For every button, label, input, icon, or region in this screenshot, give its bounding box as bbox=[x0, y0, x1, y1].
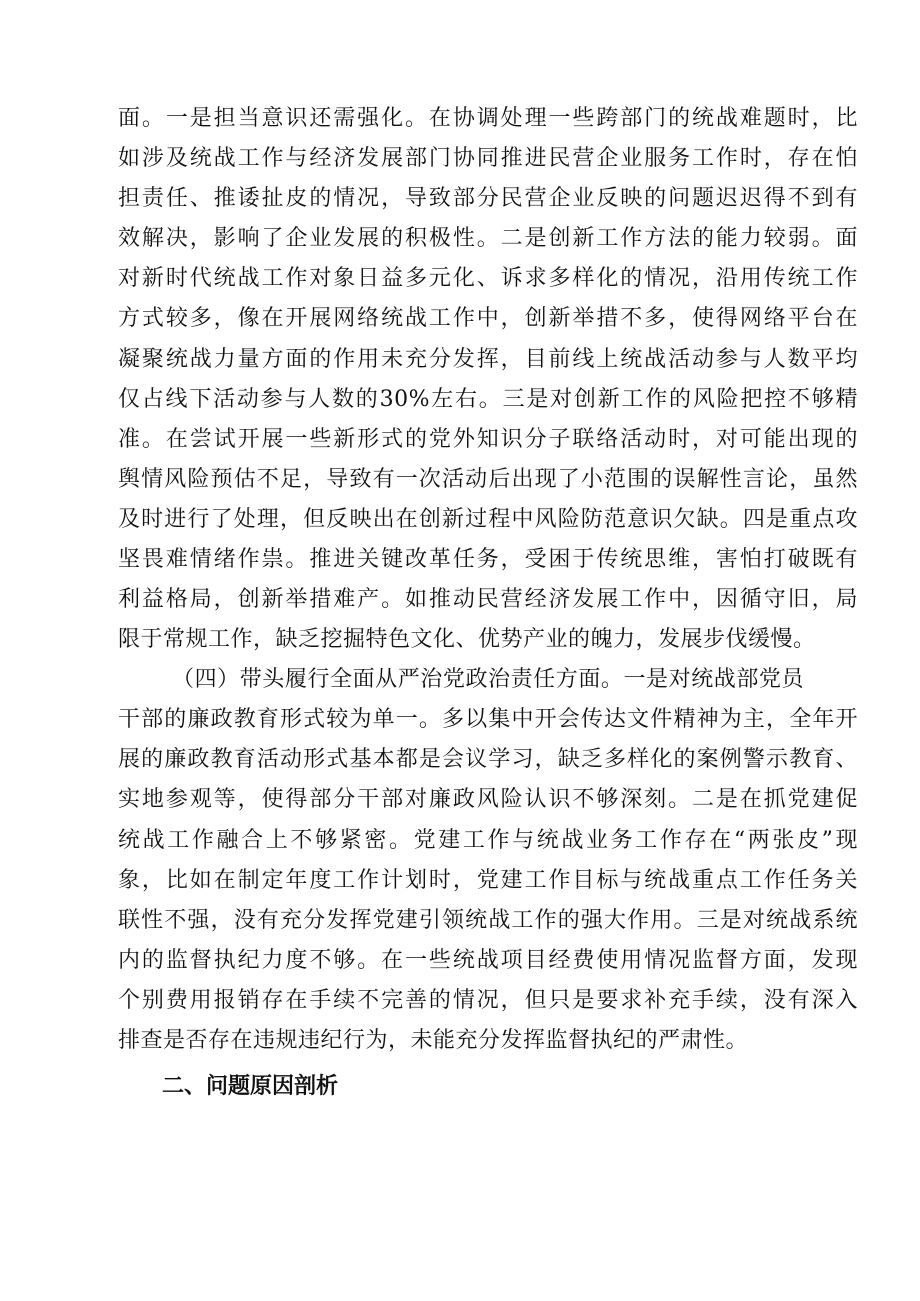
paragraph-first-line: （四）带头履行全面从严治党政治责任方面。一是对统战部党员 bbox=[172, 667, 804, 692]
text-line: 方式较多，像在开展网络统战工作中，创新举措不多，使得网络平台在 bbox=[118, 306, 858, 331]
text-line: 对新时代统战工作对象日益多元化、诉求多样化的情况，沿用传统工作 bbox=[118, 266, 858, 291]
text-line: 个别费用报销存在手续不完善的情况，但只是要求补充手续，没有深入 bbox=[118, 988, 858, 1013]
text-line: 如涉及统战工作与经济发展部门协同推进民营企业服务工作时，存在怕 bbox=[118, 146, 858, 171]
text-line: 及时进行了处理，但反映出在创新过程中风险防范意识欠缺。四是重点攻 bbox=[118, 507, 858, 532]
text-line: 联性不强，没有充分发挥党建引领统战工作的强大作用。三是对统战系统 bbox=[118, 908, 858, 933]
text-line: 凝聚统战力量方面的作用未充分发挥，目前线上统战活动参与人数平均 bbox=[118, 347, 858, 372]
text-line: 统战工作融合上不够紧密。党建工作与统战业务工作存在“两张皮”现 bbox=[118, 828, 858, 853]
text-line: 实地参观等，使得部分干部对廉政风险认识不够深刻。二是在抓党建促 bbox=[118, 787, 858, 812]
text-line: 利益格局，创新举措难产。如推动民营经济发展工作中，因循守旧，局 bbox=[118, 587, 858, 612]
text-line: 担责任、推诿扯皮的情况，导致部分民营企业反映的问题迟迟得不到有 bbox=[118, 186, 858, 211]
text-line: 展的廉政教育活动形式基本都是会议学习，缺乏多样化的案例警示教育、 bbox=[118, 747, 858, 772]
text-line: 仅占线下活动参与人数的30%左右。三是对创新工作的风险把控不够精 bbox=[118, 387, 858, 412]
section-heading: 二、问题原因剖析 bbox=[162, 1074, 339, 1099]
text-line: 效解决，影响了企业发展的积极性。二是创新工作方法的能力较弱。面 bbox=[118, 226, 858, 251]
text-line: 舆情风险预估不足，导致有一次活动后出现了小范围的误解性言论，虽然 bbox=[118, 467, 858, 492]
text-line: 面。一是担当意识还需强化。在协调处理一些跨部门的统战难题时，比 bbox=[118, 106, 858, 131]
text-line: 坚畏难情绪作祟。推进关键改革任务，受困于传统思维，害怕打破既有 bbox=[118, 547, 858, 572]
text-line: 准。在尝试开展一些新形式的党外知识分子联络活动时，对可能出现的 bbox=[118, 427, 858, 452]
text-line: 干部的廉政教育形式较为单一。多以集中开会传达文件精神为主，全年开 bbox=[118, 707, 858, 732]
text-line: 排查是否存在违规违纪行为，未能充分发挥监督执纪的严肃性。 bbox=[118, 1028, 749, 1053]
text-line: 象，比如在制定年度工作计划时，党建工作目标与统战重点工作任务关 bbox=[118, 868, 858, 893]
text-line: 内的监督执纪力度不够。在一些统战项目经费使用情况监督方面，发现 bbox=[118, 948, 858, 973]
text-line: 限于常规工作，缺乏挖掘特色文化、优势产业的魄力，发展步伐缓慢。 bbox=[118, 627, 816, 652]
